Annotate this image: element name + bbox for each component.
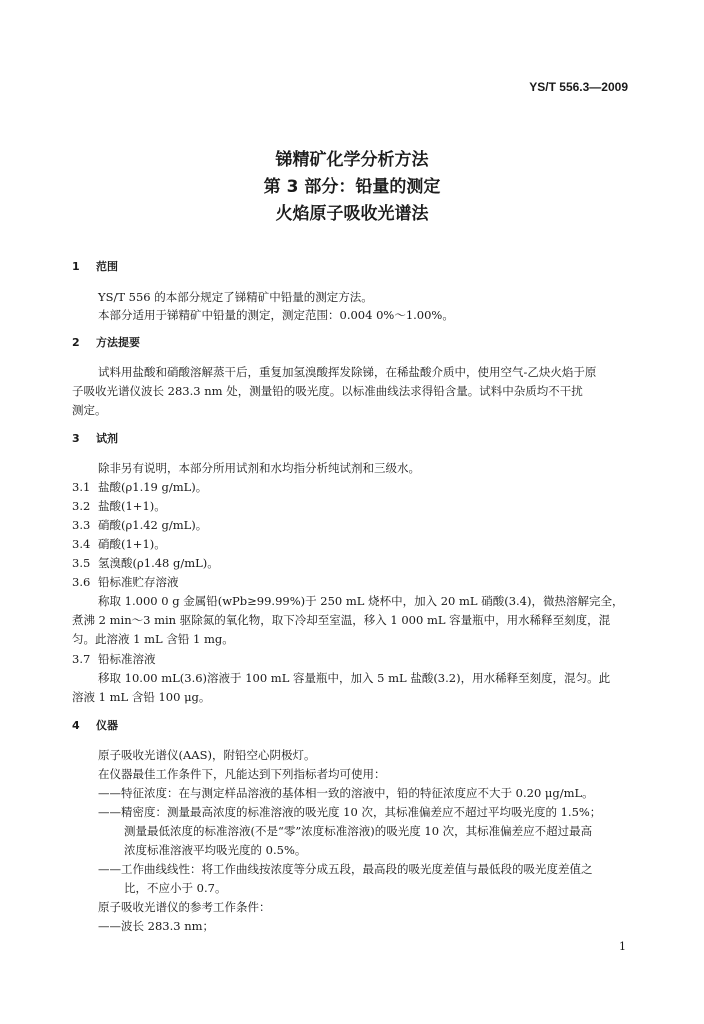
section-2-title: 方法提要 (96, 336, 140, 349)
reagent-item (72, 499, 166, 513)
section-4-number: 4 (72, 719, 80, 732)
section-4-title: 仪器 (96, 719, 118, 732)
section-4-line-2: 在仪器最佳工作条件下，凡能达到下列指标者均可使用： (98, 767, 386, 781)
section-3-number: 3 (72, 432, 80, 445)
section-1-title: 范围 (96, 260, 118, 273)
section-1-paragraph-1: YS/T 556 的本部分规定了锑精矿中铅量的测定方法。 (98, 290, 373, 304)
reagent-item-number: 3.2 (72, 499, 91, 513)
section-2-line-3: 测定。 (72, 403, 107, 417)
section-3-7-line-1: 移取 10.00 mL(3.6)溶液于 100 mL 容量瓶中，加入 5 mL 盐酸(3.2)，用水稀释至刻度，混匀。此 (98, 671, 611, 685)
reagent-item-number: 3.1 (72, 480, 91, 494)
section-3-heading (72, 432, 118, 446)
section-3-title: 试剂 (96, 432, 118, 445)
section-1-number: 1 (72, 260, 80, 273)
section-4-heading (72, 719, 118, 733)
reagent-item (72, 575, 179, 589)
reagent-item-text: 盐酸(1+1)。 (98, 499, 166, 513)
section-3-7-line-2: 溶液 1 mL 含铅 100 μg。 (72, 690, 211, 704)
section-1-paragraph-2: 本部分适用于锑精矿中铅量的测定，测定范围：0.004 0%～1.00%。 (98, 308, 454, 322)
section-3-intro: 除非另有说明，本部分所用试剂和水均指分析纯试剂和三级水。 (98, 461, 420, 475)
section-4-line-10: ——波长 283.3 nm； (98, 919, 215, 933)
section-3-7-heading (72, 652, 156, 666)
section-2-heading (72, 336, 140, 350)
section-4-line-9: 原子吸收光谱仪的参考工作条件： (98, 900, 271, 914)
section-1-heading (72, 260, 118, 274)
section-4-line-7: ——工作曲线线性：将工作曲线按浓度等分成五段，最高段的吸光度差值与最低段的吸光度差值之 (98, 862, 593, 876)
reagent-item (72, 480, 207, 494)
reagent-item (72, 537, 166, 551)
reagent-item-number: 3.4 (72, 537, 91, 551)
section-4-line-5: 测量最低浓度的标准溶液(不是“零”浓度标准溶液)的吸光度 10 次，其标准偏差应不超过最高 (124, 824, 593, 838)
section-3-6-line-2: 煮沸 2 min～3 min 驱除氮的氧化物，取下冷却至室温，移入 1 000 mL 容量瓶中，用水稀释至刻度，混 (72, 613, 611, 627)
reagent-item-text: 硝酸(ρ1.42 g/mL)。 (98, 518, 208, 532)
section-2-number: 2 (72, 336, 80, 349)
section-3-6-line-1: 称取 1.000 0 g 金属铅(wPb≥99.99%)于 250 mL 烧杯中，加入 20 mL 硝酸(3.4)，微热溶解完全， (98, 594, 624, 608)
section-3-7-title: 铅标准溶液 (98, 652, 156, 666)
document-title-line-3: 火焰原子吸收光谱法 (275, 204, 429, 224)
reagent-item-number: 3.3 (72, 518, 91, 532)
section-4-line-1: 原子吸收光谱仪(AAS)，附铅空心阴极灯。 (98, 748, 316, 762)
standard-code: YS/T 556.3—2009 (529, 80, 628, 94)
reagent-item-number: 3.5 (72, 556, 91, 570)
section-3-6-line-3: 匀。此溶液 1 mL 含铅 1 mg。 (72, 632, 234, 646)
document-title-line-1: 锑精矿化学分析方法 (275, 150, 429, 170)
section-4-line-4: ——精密度：测量最高浓度的标准溶液的吸光度 10 次，其标准偏差应不超过平均吸光度的 1.5%； (98, 805, 602, 819)
reagent-item-text: 铅标准贮存溶液 (98, 575, 179, 589)
section-4-line-8: 比，不应小于 0.7。 (124, 881, 227, 895)
section-4-line-6: 浓度标准溶液平均吸光度的 0.5%。 (124, 843, 307, 857)
reagent-item (72, 556, 219, 570)
reagent-item-text: 盐酸(ρ1.19 g/mL)。 (98, 480, 208, 494)
document-title-line-2: 第 3 部分：铅量的测定 (263, 177, 441, 197)
reagent-item (72, 518, 207, 532)
reagent-item-number: 3.6 (72, 575, 91, 589)
section-2-line-1: 试料用盐酸和硝酸溶解蒸干后，重复加氢溴酸挥发除锑，在稀盐酸介质中，使用空气-乙炔火焰于原 (98, 365, 597, 379)
section-4-line-3: ——特征浓度：在与测定样品溶液的基体相一致的溶液中，铅的特征浓度应不大于 0.20 μg/mL。 (98, 786, 594, 800)
section-2-line-2: 子吸收光谱仪波长 283.3 nm 处，测量铅的吸光度。以标准曲线法求得铅含量。试料中杂质均不干扰 (72, 384, 583, 398)
reagent-item-text: 硝酸(1+1)。 (98, 537, 166, 551)
section-3-7-number: 3.7 (72, 652, 91, 666)
reagent-item-text: 氢溴酸(ρ1.48 g/mL)。 (98, 556, 219, 570)
page-number: 1 (619, 940, 626, 953)
